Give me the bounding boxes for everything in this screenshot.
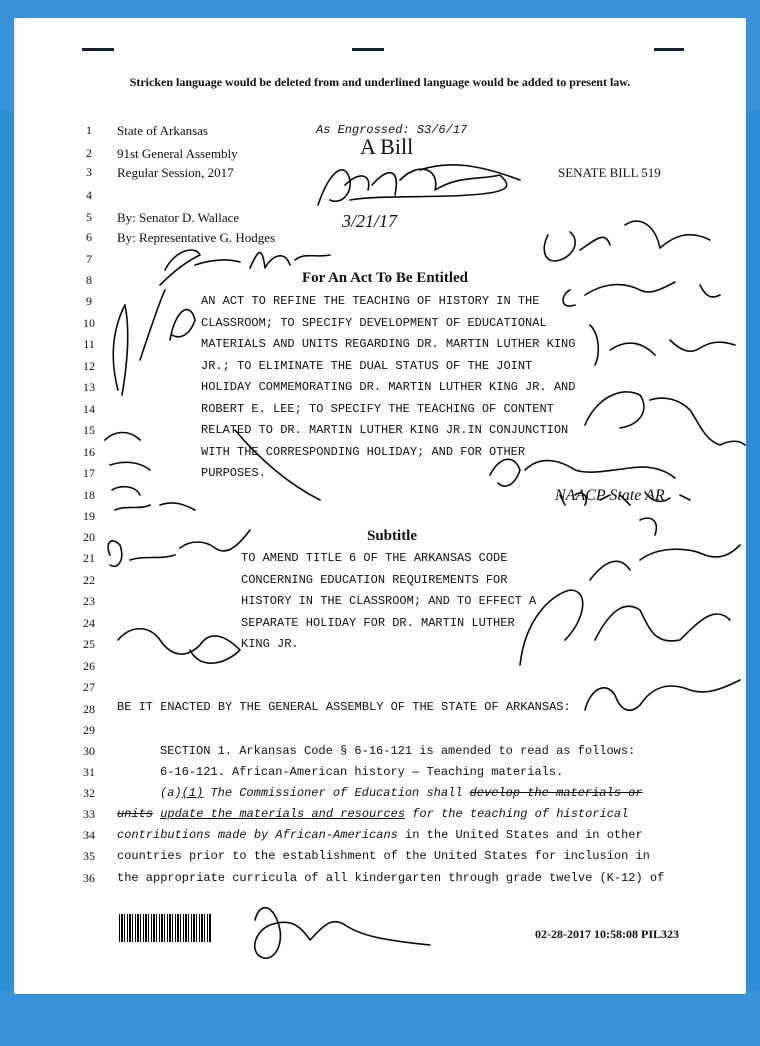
act-heading: For An Act To Be Entitled xyxy=(302,270,468,286)
line-number: 36 xyxy=(83,871,95,885)
bill-number: SENATE BILL 519 xyxy=(558,165,661,180)
line-number: 9 xyxy=(86,294,92,308)
stricken-text: units xyxy=(117,807,154,821)
footer-stamp: 02-28-2017 10:58:08 PIL323 xyxy=(535,927,679,941)
line-number: 14 xyxy=(83,402,95,416)
line-number: 15 xyxy=(83,423,95,437)
act-title-line: HOLIDAY COMMEMORATING DR. MARTIN LUTHER KING JR. AND xyxy=(201,380,576,394)
line-number: 17 xyxy=(83,466,95,480)
line-number: 1 xyxy=(86,123,92,137)
line-number: 20 xyxy=(83,530,95,544)
line-number: 12 xyxy=(83,359,95,373)
act-title-line: AN ACT TO REFINE THE TEACHING OF HISTORY IN THE xyxy=(201,294,540,308)
act-title-line: WITH THE CORRESPONDING HOLIDAY; AND FOR OTHER xyxy=(201,445,526,459)
line-number: 25 xyxy=(83,637,95,651)
signatures-left-margin xyxy=(105,433,195,511)
sponsor-senator: By: Senator D. Wallace xyxy=(117,210,240,225)
line-number: 19 xyxy=(83,509,95,523)
signature-hodges xyxy=(160,250,330,285)
line-number: 26 xyxy=(83,659,95,673)
line-number: 22 xyxy=(83,573,95,587)
line-34-italic: contributions made by African-Americans xyxy=(117,828,398,842)
inserted-text: update the materials and resources xyxy=(160,807,406,821)
line-number: 5 xyxy=(86,210,92,224)
section-1: SECTION 1. Arkansas Code § 6-16-121 is amended to read as follows: xyxy=(160,744,636,758)
subtitle-line: KING JR. xyxy=(241,637,299,651)
line-number: 11 xyxy=(83,337,95,351)
signature-top-right-2 xyxy=(563,282,720,306)
line-33-rest: for the teaching of historical xyxy=(405,807,629,821)
line-number: 27 xyxy=(83,680,95,694)
line-number: 28 xyxy=(83,702,95,716)
line-36: the appropriate curricula of all kindergarten through grade twelve (K-12) of xyxy=(117,871,665,885)
line-number: 8 xyxy=(86,273,92,287)
signature-top-right-1 xyxy=(544,221,710,261)
line-number: 29 xyxy=(83,723,95,737)
line-number: 21 xyxy=(83,551,95,565)
line-number: 24 xyxy=(83,616,95,630)
subtitle-line: HISTORY IN THE CLASSROOM; AND TO EFFECT A xyxy=(241,594,537,608)
signature-top-right-3 xyxy=(590,325,735,365)
act-title-line: MATERIALS AND UNITS REGARDING DR. MARTIN LUTHER KING xyxy=(201,337,576,351)
line-number: 23 xyxy=(83,594,95,608)
state-name: State of Arkansas xyxy=(117,123,208,138)
bill-type: A Bill xyxy=(360,134,414,159)
line-number: 33 xyxy=(83,807,95,821)
line-number: 3 xyxy=(86,165,92,179)
signature-bruce-maloch xyxy=(108,530,250,566)
enacting-clause: BE IT ENACTED BY THE GENERAL ASSEMBLY OF THE STATE OF ARKANSAS: xyxy=(117,700,571,714)
subtitle-heading: Subtitle xyxy=(367,528,418,544)
stricken-text: develop the materials or xyxy=(469,786,643,800)
line-number: 10 xyxy=(83,316,95,330)
signature-wavy-left xyxy=(118,629,240,663)
line-number: 18 xyxy=(83,488,95,502)
line-number: 34 xyxy=(83,828,95,842)
para-a-text: The Commissioner of Education shall xyxy=(203,786,470,800)
line-number: 2 xyxy=(86,146,92,160)
line-number: 4 xyxy=(86,188,92,202)
line-number: 31 xyxy=(83,765,95,779)
line-number: 32 xyxy=(83,786,95,800)
line-34-rest: in the United States and in other xyxy=(397,828,643,842)
strikethrough-mark xyxy=(235,430,320,500)
line-number: 7 xyxy=(86,252,92,266)
signature-wallace-vertical xyxy=(113,290,195,395)
subtitle-line: SEPARATE HOLIDAY FOR DR. MARTIN LUTHER xyxy=(241,616,515,630)
act-title-line: JR.; TO ELIMINATE THE DUAL STATUS OF THE JOINT xyxy=(201,359,533,373)
line-35: countries prior to the establishment of the United States for inclusion in xyxy=(117,849,650,863)
signature-bottom-right-1 xyxy=(590,545,740,580)
line-number: 30 xyxy=(83,744,95,758)
line-number: 16 xyxy=(83,445,95,459)
act-title-line: CLASSROOM; TO SPECIFY DEVELOPMENT OF EDUCATIONAL xyxy=(201,316,547,330)
act-title-line: PURPOSES. xyxy=(201,466,266,480)
line-number: 13 xyxy=(83,380,95,394)
sponsor-representative: By: Representative G. Hodges xyxy=(117,230,276,245)
handwritten-date: 3/21/17 xyxy=(342,211,398,231)
signature-joyce-elliott xyxy=(585,392,745,445)
handwritten-naacp: NAACP State AR xyxy=(555,487,665,504)
subtitle-line: CONCERNING EDUCATION REQUIREMENTS FOR xyxy=(241,573,508,587)
act-title-line: RELATED TO DR. MARTIN LUTHER KING JR.IN CONJUNCTION xyxy=(201,423,569,437)
code-heading: 6-16-121. African-American history — Teaching materials. xyxy=(160,765,564,779)
line-number: 35 xyxy=(83,849,95,863)
act-title-line: ROBERT E. LEE; TO SPECIFY THE TEACHING OF CONTENT xyxy=(201,402,554,416)
general-assembly: 91st General Assembly xyxy=(117,146,238,161)
session: Regular Session, 2017 xyxy=(117,165,234,180)
signature-bottom-right-3 xyxy=(585,680,740,710)
signature-bottom-right-2 xyxy=(520,590,730,665)
header-note: Stricken language would be deleted from and underlined language would be added to present law. xyxy=(129,75,631,89)
para-a: (a) xyxy=(160,786,182,800)
inserted-text: (1) xyxy=(181,786,204,800)
signature-footer xyxy=(255,908,430,959)
signature-naacp xyxy=(490,459,675,486)
signature-governor xyxy=(318,169,507,205)
subtitle-line: TO AMEND TITLE 6 OF THE ARKANSAS CODE xyxy=(241,551,508,565)
engrossed-date: As Engrossed: S3/6/17 xyxy=(316,123,468,137)
line-number: 6 xyxy=(86,230,92,244)
